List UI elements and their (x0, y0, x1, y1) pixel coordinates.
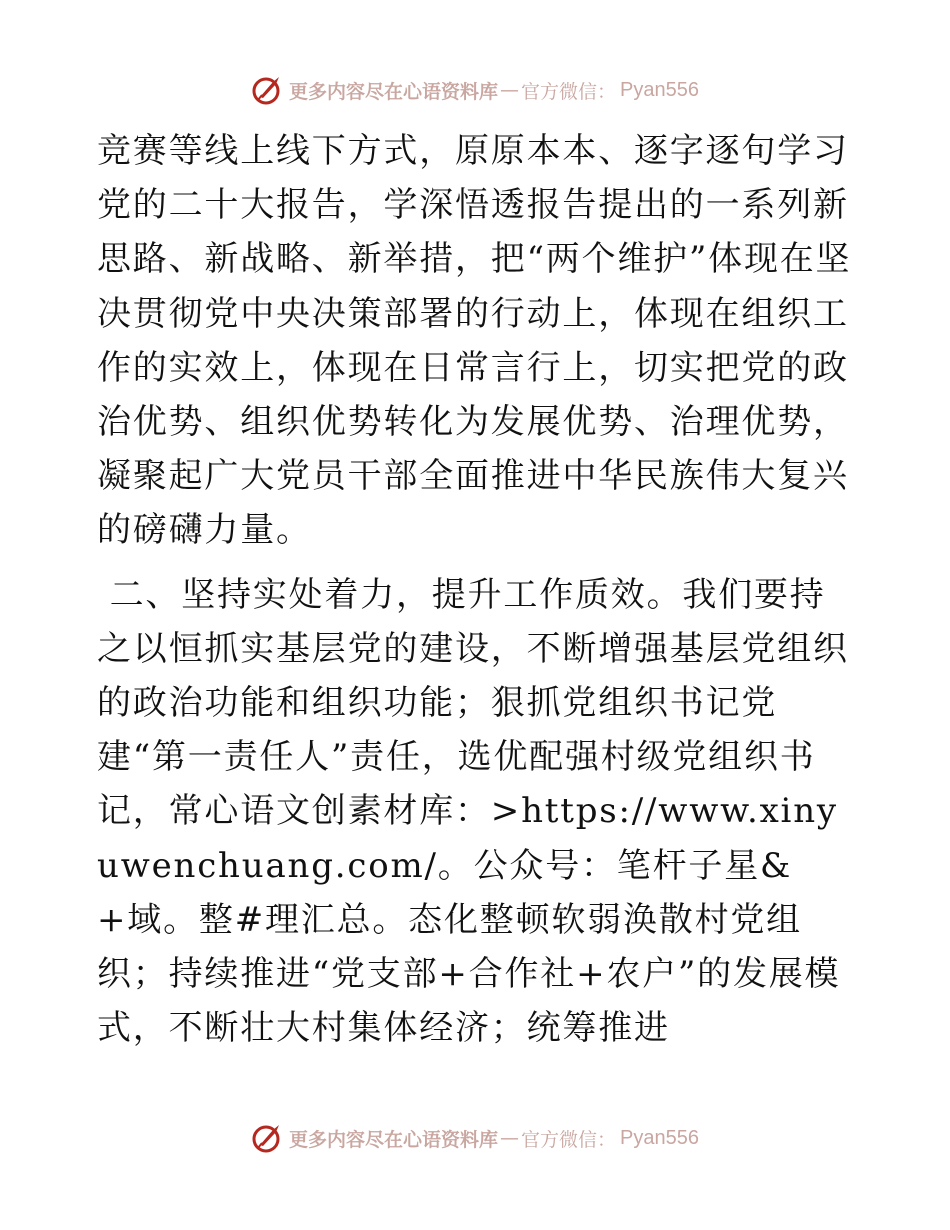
header-brand-text: 更多内容尽在心语资料库 (289, 80, 499, 103)
body-paragraph-1: 竞赛等线上线下方式，原原本本、逐字逐句学习党的二十大报告，学深悟透报告提出的一系列新思路、新战略、新举措，把“两个维护”体现在坚决贯彻党中央决策部署的行动上，体现在组织工作的实效上，体现在日常言行上，切实把党的政治优势、组织优势转化为发展优势、治理优势，凝聚起广大党员干部全面推进中华民族伟大复兴的磅礴力量。 (97, 131, 852, 551)
quill-logo-icon (251, 73, 285, 107)
footer-wechat-label: 官方微信： (521, 1128, 617, 1151)
quill-logo-icon (251, 1121, 285, 1155)
document-body (97, 124, 857, 1055)
header-watermark-banner (0, 70, 950, 110)
footer-separator: — (500, 1127, 520, 1149)
footer-watermark-banner (0, 1118, 950, 1158)
footer-brand-text: 更多内容尽在心语资料库 (289, 1128, 499, 1151)
header-separator: — (500, 79, 520, 101)
footer-wechat-id: Pyan556 (620, 1126, 699, 1149)
body-paragraph-2: 二、坚持实处着力，提升工作质效。我们要持之以恒抓实基层党的建设，不断增强基层党组织的政治功能和组织功能；狠抓党组织书记党建“第一责任人”责任，选优配强村级党组织书记，常心语文创素材库：>https://www.xinyuwenchuang.com/。公众号：笔杆子星&+域。整#理汇总。态化整顿软弱涣散村党组织；持续推进“党支部+合作社+农户”的发展模式，不断壮大村集体经济；统筹推进 (97, 574, 849, 1049)
header-wechat-id: Pyan556 (620, 78, 699, 101)
header-wechat-label: 官方微信： (521, 80, 617, 103)
